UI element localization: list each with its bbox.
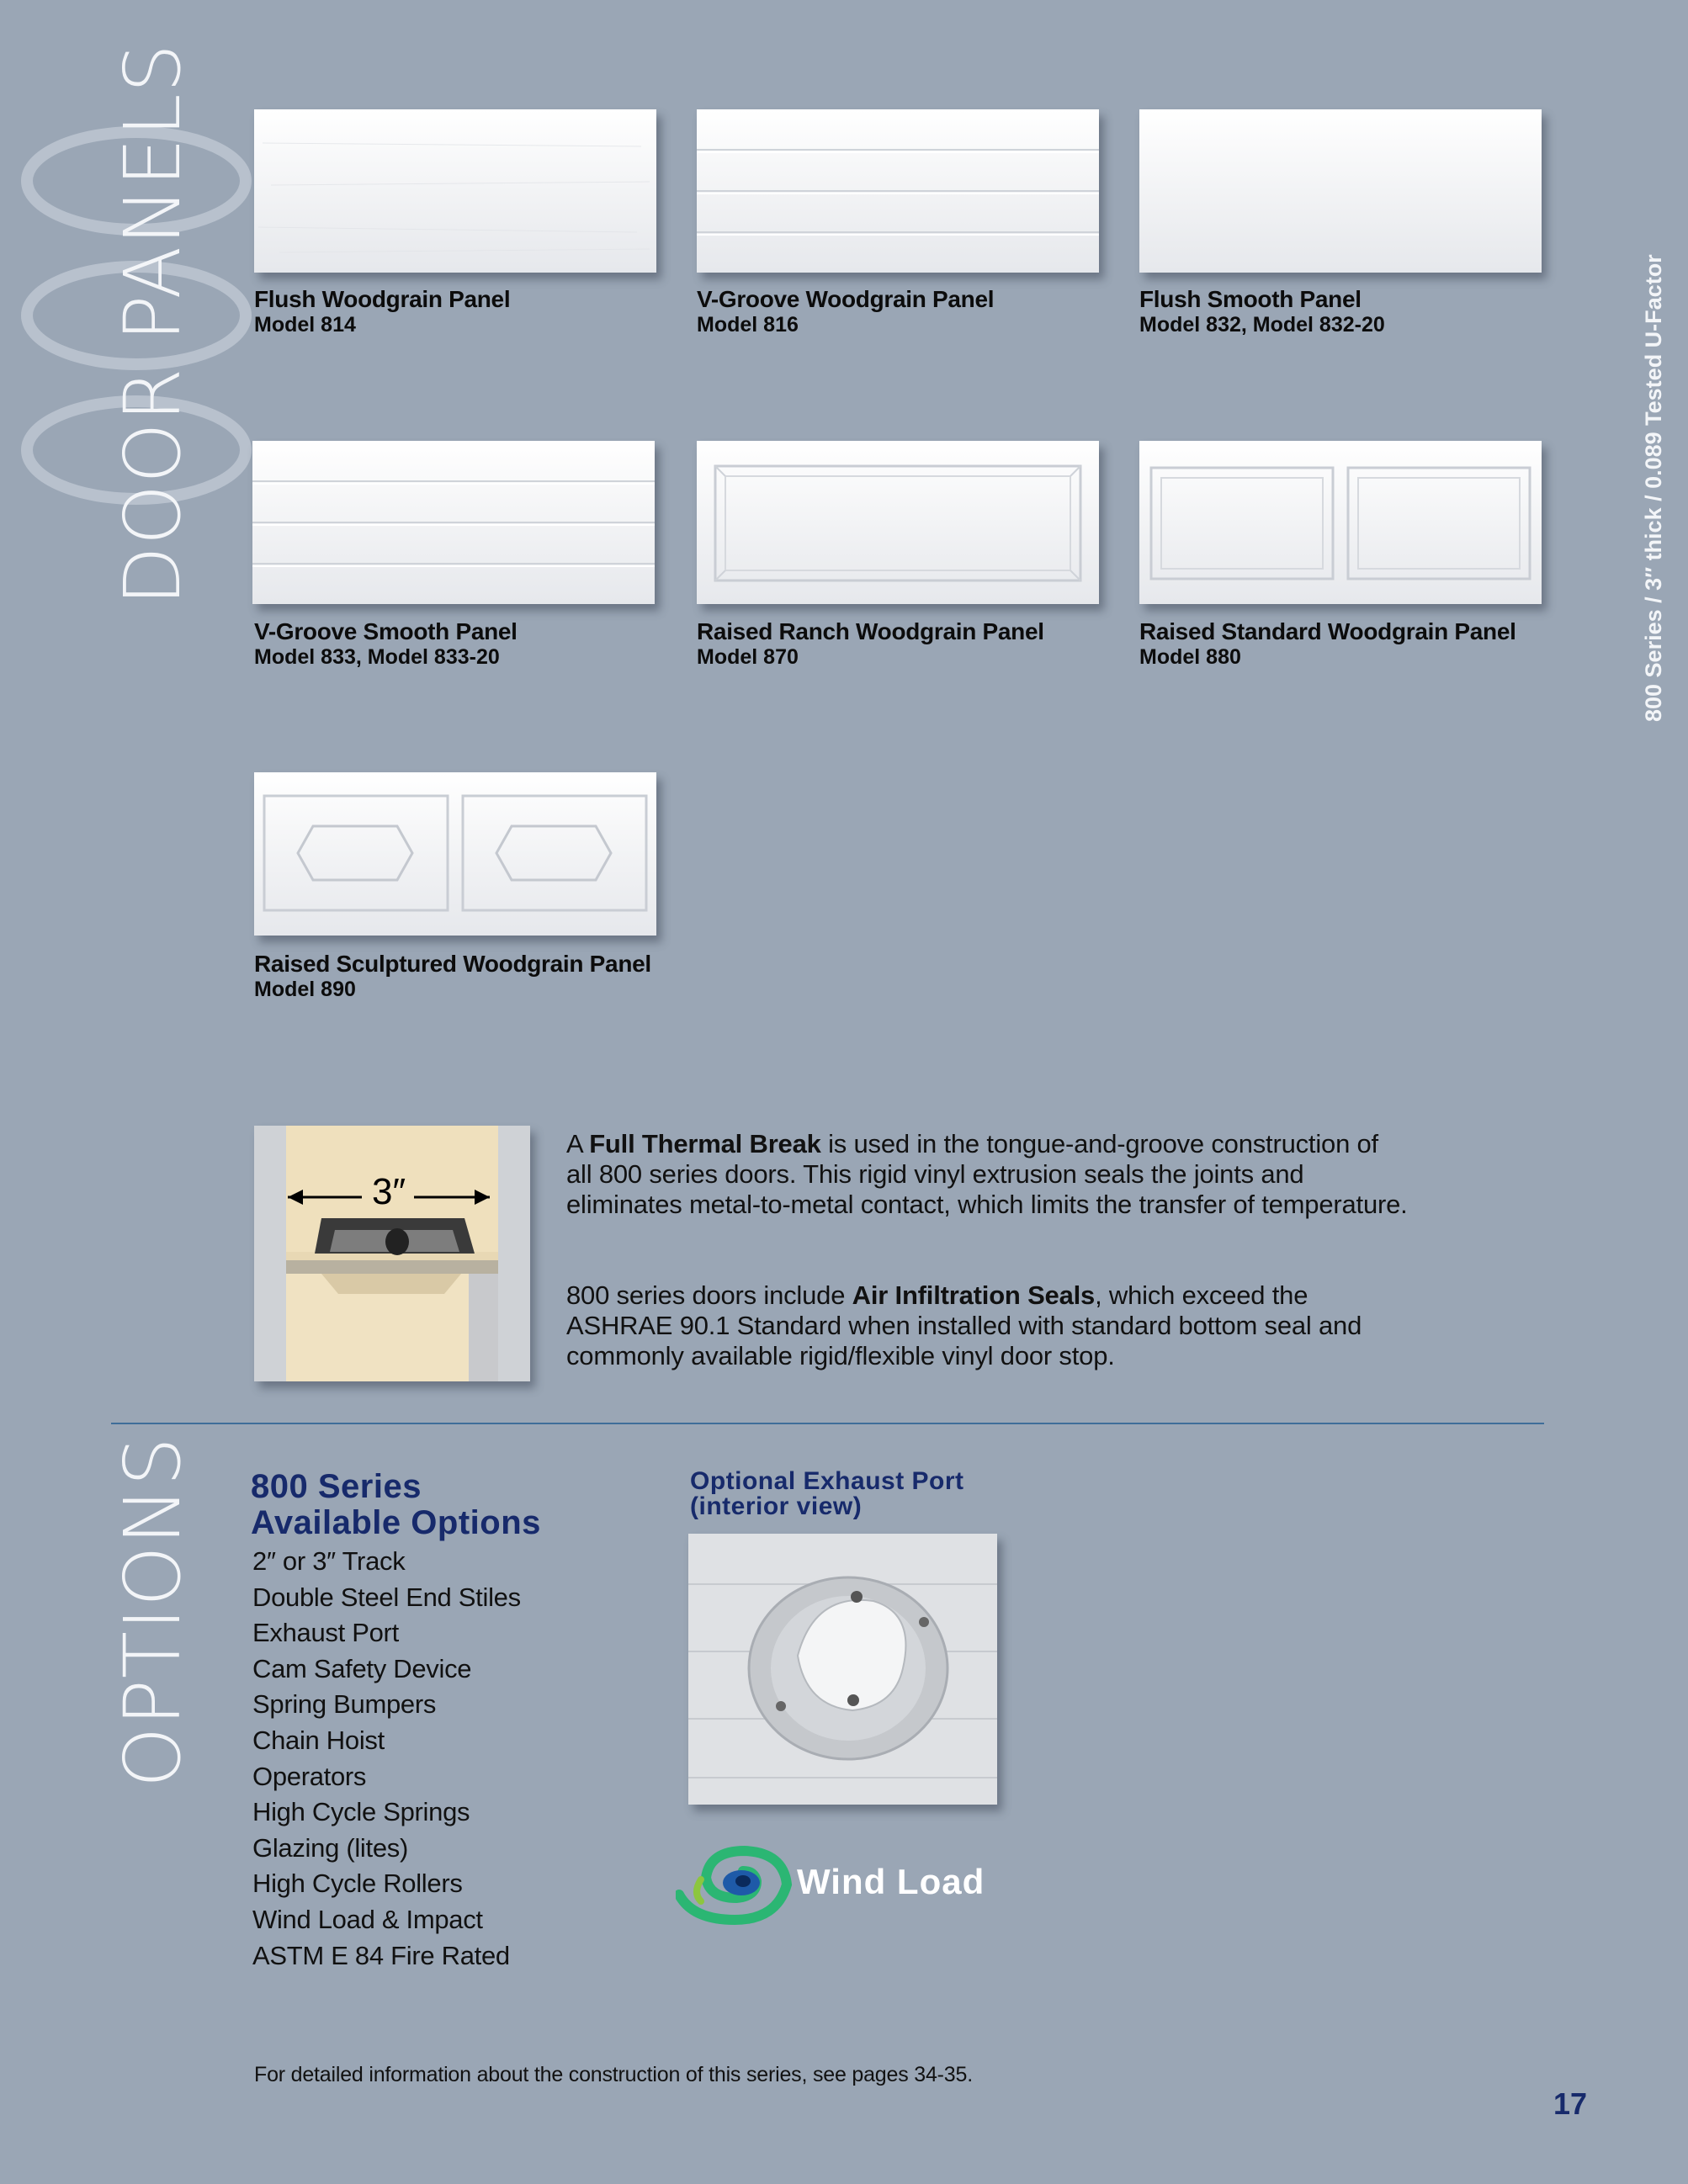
- list-item: Wind Load & Impact: [252, 1904, 483, 1934]
- page-number: 17: [1553, 2086, 1588, 2121]
- panel-model: Model 816: [697, 313, 799, 337]
- panel-image-vgroove-woodgrain: [697, 109, 1099, 273]
- exhaust-heading-line2: (interior view): [690, 1492, 863, 1520]
- list-item: Chain Hoist: [252, 1725, 385, 1755]
- thickness-label: 3″: [372, 1171, 406, 1212]
- panel-image-flush-woodgrain: [254, 109, 656, 273]
- air-seal-paragraph: 800 series doors include Air Infiltration Seals, which exceed the ASHRAE 90.1 Standard when installed with standard bottom seal and commonly available rigid/flexible vinyl door stop.: [566, 1280, 1362, 1370]
- list-item: High Cycle Springs: [252, 1797, 470, 1827]
- sidebar-series-label: 800 Series / 3″ thick / 0.089 Tested U-Factor: [1641, 254, 1666, 722]
- footnote: For detailed information about the construction of this series, see pages 34-35.: [254, 2063, 973, 2086]
- section-divider: [111, 1423, 1544, 1424]
- list-item: Operators: [252, 1761, 367, 1791]
- panel-model: Model 832, Model 832-20: [1139, 313, 1385, 337]
- panel-model: Model 814: [254, 313, 356, 337]
- panel-image-raised-ranch: [697, 441, 1099, 604]
- list-item: 2″ or 3″ Track: [252, 1546, 406, 1576]
- panel-name: Raised Sculptured Woodgrain Panel: [254, 951, 651, 977]
- thermal-break-image: [254, 1126, 530, 1381]
- panel-image-flush-smooth: [1139, 109, 1542, 273]
- panel-model: Model 890: [254, 978, 356, 1001]
- exhaust-port-image: [688, 1534, 997, 1805]
- list-item: Spring Bumpers: [252, 1689, 437, 1720]
- panel-name: V-Groove Smooth Panel: [254, 618, 518, 644]
- wind-load-swirl-icon: [676, 1842, 794, 1927]
- list-item: High Cycle Rollers: [252, 1869, 463, 1899]
- panel-model: Model 870: [697, 645, 799, 669]
- thermal-break-paragraph: A Full Thermal Break is used in the tongue-and-groove construction of all 800 series doors. This rigid vinyl extrusion seals the joints and eliminates metal-to-metal contact, which limits the transfer of temperature.: [566, 1129, 1408, 1219]
- panel-name: V-Groove Woodgrain Panel: [697, 286, 995, 312]
- list-item: Exhaust Port: [252, 1618, 399, 1648]
- list-item: ASTM E 84 Fire Rated: [252, 1940, 510, 1970]
- exhaust-heading-line1: Optional Exhaust Port: [690, 1467, 964, 1495]
- panel-image-raised-standard: [1139, 441, 1542, 604]
- wind-load-label: Wind Load: [797, 1862, 985, 1901]
- panel-name: Raised Standard Woodgrain Panel: [1139, 618, 1516, 644]
- door-panels-title: DOOR PANELS: [108, 43, 198, 606]
- options-list: [252, 1544, 521, 1974]
- panel-model: Model 880: [1139, 645, 1241, 669]
- list-item: Double Steel End Stiles: [252, 1582, 521, 1612]
- panel-name: Flush Smooth Panel: [1139, 286, 1362, 312]
- options-heading-line1: 800 Series: [251, 1468, 422, 1505]
- list-item: Glazing (lites): [252, 1832, 408, 1863]
- panel-name: Raised Ranch Woodgrain Panel: [697, 618, 1044, 644]
- panel-image-vgroove-smooth: [252, 441, 655, 604]
- options-heading-line2: Available Options: [251, 1504, 541, 1541]
- options-title: OPTIONS: [108, 1436, 198, 1788]
- panel-model: Model 833, Model 833-20: [254, 645, 500, 669]
- panel-name: Flush Woodgrain Panel: [254, 286, 511, 312]
- list-item: Cam Safety Device: [252, 1653, 472, 1683]
- panel-image-raised-sculptured: [254, 772, 656, 936]
